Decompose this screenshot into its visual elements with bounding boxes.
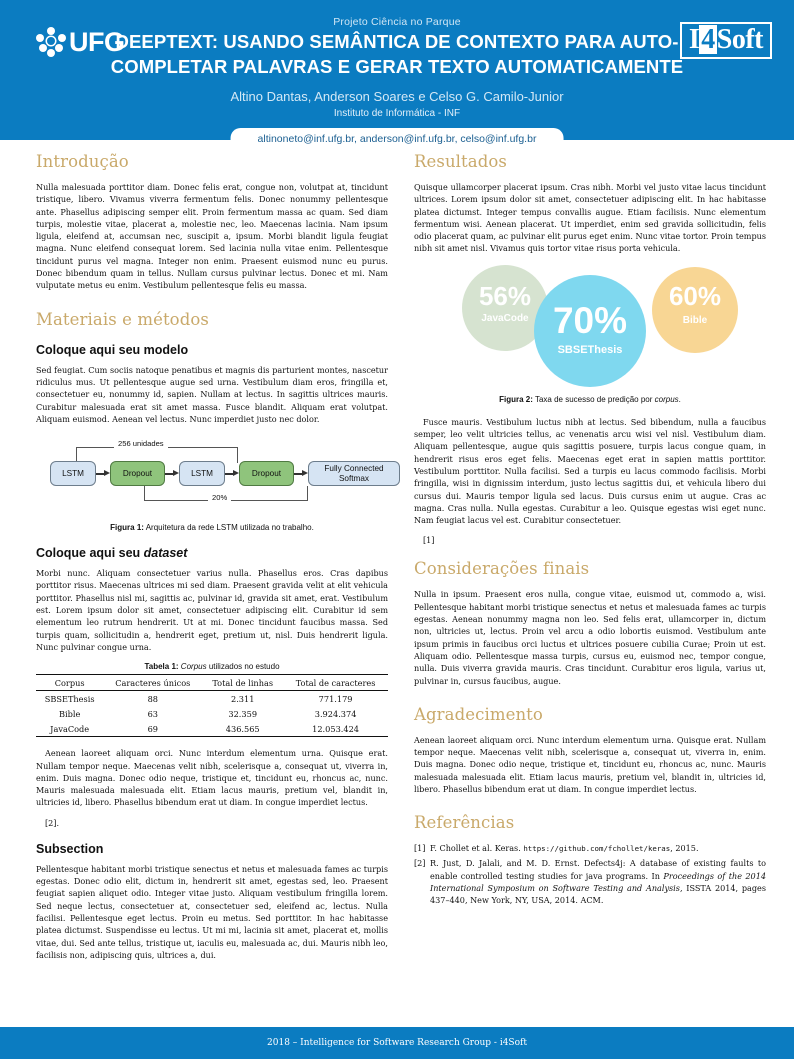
poster-header xyxy=(0,0,794,145)
page-title: DEEPTEXT: USANDO SEMÂNTICA DE CONTEXTO PARA AUTO-COMPLETAR PALAVRAS E GERAR TEXTO AUTOMATICAMENTE xyxy=(110,31,684,77)
dataset-paragraph: Morbi nunc. Aliquam consectetuer varius nulla. Phasellus eros. Cras dapibus porttitor risus. Maecenas ultrices mi sed diam. Praesent gravida velit at elit vehicula porttitor. Phasellus nisl mi, sagittis ac, pulvinar id, gravida sit amet, erat. Vestibulum est. Lorem ipsum dolor sit amet, consectetuer adipiscing elit. Curabitur id sem elementum leo rutrum hendrerit. Ut at mi. Donec tincidunt faucibus massa. Sed turpis quam, sollicitudin a, hendrerit eget, pretium ut, nisl. Duis hendrerit ligula. Nunc pulvinar congue urna. xyxy=(36,568,388,652)
corpus-table-header xyxy=(36,675,388,691)
cell-total-lines: 32.359 xyxy=(228,708,258,719)
subheading-dataset xyxy=(36,546,388,560)
arrow-icon-4 xyxy=(294,469,308,478)
cell-corpus: Bible xyxy=(58,708,81,719)
bubble-sbsethesis-value: 70% xyxy=(552,299,628,341)
table1-caption xyxy=(36,662,388,671)
section-heading-agradecimento: Agradecimento xyxy=(414,704,543,724)
figure-success-rate-bubbles xyxy=(414,265,766,387)
subheading-subsection: Subsection xyxy=(36,841,104,856)
table-row xyxy=(36,721,388,737)
figure1-caption xyxy=(36,523,388,532)
bubble-sbsethesis-label: SBSEThesis xyxy=(557,343,623,356)
arrow-icon-3 xyxy=(225,469,239,478)
poster-body xyxy=(0,152,794,1027)
contact-emails: altinoneto@inf.ufg.br, anderson@inf.ufg.br, celso@inf.ufg.br xyxy=(232,129,563,150)
figure2-caption-italic: corpus xyxy=(654,394,679,404)
i4soft-four: 4 xyxy=(701,24,715,55)
section-heading-consideracoes: Considerações finais xyxy=(414,559,590,579)
col-header-caracteres-unicos: Caracteres únicos xyxy=(115,677,191,688)
section-heading-referencias: Referências xyxy=(414,813,515,833)
cell-corpus: SBSEThesis xyxy=(44,693,95,704)
reference-venue-italic: Proceedings of the 2014 International Symposium on Software Testing and Analysis xyxy=(430,870,767,893)
i4soft-i: I xyxy=(688,24,700,55)
figure1-caption-label: Figura 1: xyxy=(110,523,144,533)
node-dropout-2: Dropout xyxy=(239,461,294,486)
reference-text-pre: R. Just, D. Jalali, and M. D. Ernst. Defects4j: A database of existing faults to enable controlled testing studies for java programs. In xyxy=(430,858,766,881)
corpus-table-body xyxy=(36,691,388,737)
table-row xyxy=(36,706,388,721)
table1-caption-italic: Corpus xyxy=(180,662,207,672)
subsection-paragraph: Pellentesque habitant morbi tristique senectus et netus et malesuada fames ac turpis egestas. Donec odio elit, dictum in, hendrerit sit amet, egestas sed, leo. Praesent feugiat sapien aliquet odio. Integer vitae justo. Aliquam vestibulum fringilla lorem. Sed neque lectus, consectetuer at, consectetuer sed, eleifend ac, lectus. Nulla facilisi. Pellentesque eget lectus. Proin eu metus. Sed porttitor. In hac habitasse platea dictumst. Suspendisse eu lectus. Ut mi mi, lacinia sit amet, placerat et, mollis vitae, dui. Sed ante tellus, tristique ut, iaculis eu, malesuada ac, dui. Mauris nibh leo, facilisis non, adipiscing quis, ultrices a, dui. xyxy=(36,863,388,960)
after-figure-paragraph: Fusce mauris. Vestibulum luctus nibh at lectus. Sed bibendum, nulla a faucibus semper, leo velit ultricies tellus, ac venenatis arcu wisi vel nisl. Vestibulum diam. Aliquam pellentesque, augue quis sagittis posuere, turpis lacus congue quam, in hendrerit risus eros eget felis. Maecenas eget erat in sapien mattis porttitor. Vestibulum porttitor. Nulla facilisi. Sed a turpis eu lacus commodo facilisis. Morbi fringilla, wisi in dignissim interdum, justo lectus sagittis dui, et vehicula libero dui cursus dui. Mauris tempor ligula sed lacus. Duis cursus enim ut augue. Cras ac magna. Cras nulla. Nulla egestas. Curabitur a leo. Quisque egestas wisi eget nunc. Nam feugiat lacus vel est. Curabitur consectetuer. xyxy=(414,416,766,526)
bubble-javacode-value: 56% xyxy=(478,280,532,311)
label-256-units: 256 unidades xyxy=(114,439,168,448)
ufg-logo-text: UFG xyxy=(69,26,125,57)
table1-caption-label: Tabela 1: xyxy=(144,662,179,672)
subheading-dataset-italic: dataset xyxy=(143,546,188,561)
project-line: Projeto Ciência no Parque xyxy=(333,16,461,28)
col-header-total-linhas: Total de linhas xyxy=(212,677,274,688)
footer-text: 2018 – Intelligence for Software Research Group - i4Soft xyxy=(267,1038,527,1048)
reference-tag: [2] xyxy=(414,858,426,869)
left-column xyxy=(36,152,388,970)
cell-total-lines: 436.565 xyxy=(225,723,260,734)
lstm-pipeline xyxy=(50,461,400,486)
section-heading-introducao: Introdução xyxy=(36,152,129,171)
acknowledgement-paragraph: Aenean laoreet aliquam orci. Nunc interdum elementum urna. Quisque erat. Nullam tempor neque. Maecenas velit nibh, scelerisque a, consequat ut, viverra in, enim. Duis magna. Donec odio neque, tristique et, tincidunt eu, rhoncus ac, nunc. Mauris malesuada malesuada elit. Etiam lacus mauris, pretium vel, blandit in, ultricies id, libero. Phasellus bibendum erat ut diam. In congue imperdiet lectus. xyxy=(414,734,766,795)
subheading-dataset-prefix: Coloque aqui seu xyxy=(36,546,144,561)
subheading-modelo: Coloque aqui seu modelo xyxy=(36,342,189,357)
cell-total-chars: 771.179 xyxy=(318,693,353,704)
corpus-table xyxy=(36,674,388,737)
reference-item xyxy=(414,842,766,854)
reference-item xyxy=(414,857,766,906)
cell-unique-chars: 63 xyxy=(147,708,158,719)
figure2-caption xyxy=(414,395,766,404)
post-table-paragraph: Aenean laoreet aliquam orci. Nunc interdum elementum urna. Quisque erat. Nullam tempor neque. Maecenas velit nibh, scelerisque a, consequat ut, viverra in, enim. Duis magna. Donec odio neque, tristique et, tincidunt eu, rhoncus ac, nunc. Mauris malesuada malesuada elit. Etiam lacus mauris, pretium vel, blandit in, ultricies id, libero. Phasellus bibendum erat ut diam. In congue imperdiet lectus. xyxy=(36,748,388,808)
author-list: Altino Dantas, Anderson Soares e Celso G. Camilo-Junior xyxy=(230,89,564,104)
table-row xyxy=(36,691,388,707)
label-dropout-rate: 20% xyxy=(208,493,231,502)
i4soft-soft: Soft xyxy=(716,24,763,55)
col-header-total-caracteres: Total de caracteres xyxy=(295,677,376,688)
conclusions-paragraph: Nulla in ipsum. Praesent eros nulla, congue vitae, euismod ut, commodo a, wisi. Pellentesque habitant morbi tristique senectus et netus et malesuada fames ac turpis egestas. Aenean nonummy magna non leo. Sed felis erat, ullamcorper in, dictum non, ultricies ut, lectus. Proin vel arcu a odio lobortis euismod. Vestibulum ante ipsum primis in faucibus orci luctus et ultrices posuere cubilia Curae; Proin ut est. Aliquam odio. Pellentesque massa turpis, cursus eu, euismod nec, tempor congue, nulla. Duis viverra gravida mauris. Cras tincidunt. Curabitur eros ligula, varius ut, pulvinar in, cursus faucibus, augue. xyxy=(414,589,766,686)
after-figure-citation: [1] xyxy=(423,535,435,546)
affiliation: Instituto de Informática - INF xyxy=(333,108,461,119)
figure2-caption-text-a: Taxa de sucesso de predição por xyxy=(534,394,655,404)
reference-url[interactable]: https://github.com/fchollet/keras xyxy=(523,844,671,854)
cell-total-chars: 3.924.374 xyxy=(314,708,357,719)
fc-line-1: Fully Connected xyxy=(324,463,384,473)
figure-lstm-architecture xyxy=(36,439,388,517)
cell-total-chars: 12.053.424 xyxy=(312,723,360,734)
figure2-caption-text-b: . xyxy=(678,394,681,404)
figure1-caption-text: Arquitetura da rede LSTM utilizada no trabalho. xyxy=(145,523,314,533)
section-heading-materiais: Materiais e métodos xyxy=(36,309,209,329)
reference-text-post: , 2015. xyxy=(670,843,699,854)
intro-paragraph: Nulla malesuada porttitor diam. Donec felis erat, congue non, volutpat at, tincidunt tristique, libero. Vivamus viverra fermentum felis. Donec nonummy pellentesque ante. Phasellus adipiscing semper elit. Proin fermentum massa ac quam. Sed diam turpis, molestie vitae, placerat a, molestie nec, leo. Maecenas lacinia. Nam ipsum ligula, eleifend at, accumsan nec, suscipit a, ipsum. Morbi blandit ligula feugiat magna. Nunc eleifend consequat lorem. Sed lacinia nulla vitae enim. Pellentesque tincidunt purus vel magna. Integer non enim. Praesent euismod nunc eu purus. Donec bibendum quam in tellus. Nullam cursus pulvinar lectus. Donec et mi. Nam vulputate metus eu enim. Vestibulum pellentesque felis eu massa. xyxy=(36,182,388,291)
bubble-bible-value: 60% xyxy=(668,280,722,311)
cell-unique-chars: 69 xyxy=(147,723,158,734)
table1-caption-rest: utilizados no estudo xyxy=(206,662,280,672)
cell-corpus: JavaCode xyxy=(50,723,90,734)
figure2-caption-label: Figura 2: xyxy=(499,394,533,404)
section-heading-resultados: Resultados xyxy=(414,152,507,171)
reference-text-post: , ISSTA 2014, pages 437–440, New York, NY, USA, 2014. ACM. xyxy=(430,882,766,905)
cell-total-lines: 2.311 xyxy=(230,693,255,704)
fc-line-2: Softmax xyxy=(338,473,370,483)
table-header-row xyxy=(36,675,388,691)
poster-footer xyxy=(0,1027,794,1059)
reference-list xyxy=(414,842,766,906)
post-table-citation: [2]. xyxy=(45,817,60,828)
reference-text-pre: F. Chollet et al. Keras. xyxy=(430,843,524,854)
bubble-bible-label: Bible xyxy=(682,314,708,326)
arrow-icon-2 xyxy=(165,469,179,478)
arrow-icon-1 xyxy=(96,469,110,478)
model-paragraph: Sed feugiat. Cum sociis natoque penatibus et magnis dis parturient montes, nascetur ridiculus mus. Ut pellentesque augue sed urna. Vestibulum diam eros, fringilla et, consectetuer eu, nonummy id, sapien. Nullam at lectus. In sagittis ultrices mauris. Curabitur malesuada erat sit amet massa. Fusce blandit. Aliquam erat volutpat. Aliquam euismod. Aenean vel lectus. Nunc imperdiet justo nec dolor. xyxy=(36,364,388,424)
right-column xyxy=(414,152,766,909)
bubble-bible xyxy=(652,267,738,353)
node-lstm-2: LSTM xyxy=(179,461,225,486)
col-header-corpus: Corpus xyxy=(54,677,85,688)
ufg-emblem-icon xyxy=(36,27,66,57)
results-paragraph: Quisque ullamcorper placerat ipsum. Cras nibh. Morbi vel justo vitae lacus tincidunt ultrices. Lorem ipsum dolor sit amet, consectetuer adipiscing elit. In hac habitasse platea dictumst. Integer tempus convallis augue. Etiam facilisis. Nunc elementum fermentum wisi. Aenean placerat. Ut imperdiet, enim sed gravida sollicitudin, felis odio placerat quam, ac pulvinar elit purus eget enim. Nunc vitae tortor. Proin tempus nibh sit amet nisl. Vivamus quis tortor vitae risus porta vehicula. xyxy=(414,182,766,254)
node-lstm-1: LSTM xyxy=(50,461,96,486)
bubble-sbsethesis xyxy=(534,275,646,387)
bubble-javacode-label: JavaCode xyxy=(481,312,529,324)
node-dropout-1: Dropout xyxy=(110,461,165,486)
cell-unique-chars: 88 xyxy=(147,693,158,704)
reference-tag: [1] xyxy=(414,843,426,854)
node-fully-connected-softmax xyxy=(308,461,400,486)
